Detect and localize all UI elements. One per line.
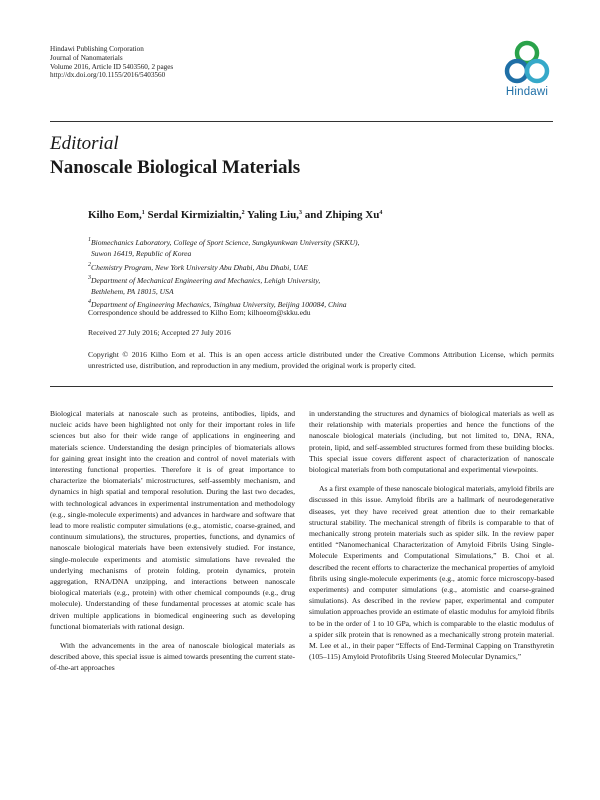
doi-link[interactable]: http://dx.doi.org/10.1155/2016/5403560 — [50, 71, 166, 80]
article-type-label: Editorial — [50, 133, 119, 154]
journal-name: Journal of Nanomaterials — [50, 53, 123, 62]
abstract-divider — [50, 386, 553, 387]
hindawi-logo — [496, 38, 558, 106]
affiliation-continuation: Bethlehem, PA 18015, USA — [91, 287, 174, 297]
author-affiliation-mark: 2 — [241, 210, 245, 216]
author-affiliation-mark: 3 — [298, 210, 302, 216]
body-paragraph: As a first example of these nanoscale biological materials, amyloid fibrils are discussed in this issue. Amyloid fibrils are a hallmark of neurodegenerative diseases, yet they have received great attention due to their remarkable structural stability. The mechanical strength of fibrils is comparable to that of mechanically strong protein materials such as spider silk. In the review paper entitled “Nanomechanical Characterization of Amyloid Fibrils Using Single-Molecule Experiments and Computational Simulations,” B. Choi et al. described the recent efforts to characterize the mechanical properties of amyloid fibrils using single-molecule experiments (e.g., atomic force microscopy-based experiments) and computer simulations (e.g., atomistic and coarse-grained simulations). As described in the review paper, experimental and computer simulation approaches provide an estimate of elastic modulus for amyloid fibrils to be in the order of 1 to 10 GPa, which is comparable to the elastic modulus of a spider silk protein that is renowned as a mechanically strong protein material. M. Lee et al., in their paper “Effects of End-Terminal Capping on Transthyretin (105–115) Amyloid Protofibrils Using Steered Molecular Dynamics,” — [309, 484, 554, 662]
body-paragraph: Biological materials at nanoscale such as proteins, antibodies, lipids, and nucleic acids have been highlighted not only for their important roles in life sciences but also for their wide range of applications in engineering and materials science. Understanding the design principles of biomaterials allows for gaining great insight into the creation and control of novel materials with interesting functional properties. Therefore it is of great importance to characterize the biomaterials’ microstructures, self-assembly mechanism, and dynamics in high spatial and temporal resolution. During the last two decades, with technological advances in experimental instrumentation and methodology (e.g., single-molecule experiments) and advances in hardware and software that lead to more realistic computer simulations (e.g., atomistic, coarse-grained, and continuum simulations), the structures, properties, functions, and dynamics of nanoscale biological materials have been extensively studied. For instance, single-molecule experiments and atomistic simulations have revealed the underlying mechanisms of protein folding, protein dynamics, protein aggregation, RNA/DNA unzipping, and interactions between nanoscale biological materials (e.g., protein) with other chemical compounds (e.g., drug molecule). Understanding of these fundamental processes at atomic scale has driven multiple applications in biomedical engineering such as developing functional biomaterials with rational design. — [50, 409, 295, 631]
correspondence-line: Correspondence should be addressed to Kilho Eom; kilhoeom@skku.edu — [88, 308, 311, 317]
publisher-name: Hindawi Publishing Corporation — [50, 45, 144, 53]
body-paragraph: With the advancements in the area of nanoscale biological materials as described above, this special issue is aimed towards presenting the current state-of-the-art approaches — [50, 641, 295, 673]
author-affiliation-mark: 4 — [379, 210, 383, 216]
affiliation: $^2$Chemistry Program, New York University Abu Dhabi, Abu Dhabi, UAE — [88, 261, 308, 272]
affiliation-list — [88, 235, 359, 311]
article-body — [50, 408, 554, 674]
affiliation-continuation: Suwon 16419, Republic of Korea — [91, 249, 192, 259]
article-title: Nanoscale Biological Materials — [50, 157, 301, 178]
author-list — [88, 209, 382, 221]
left-column — [50, 408, 295, 674]
author-name: and Zhiping Xu — [304, 209, 380, 221]
author-affiliation-mark: 1 — [141, 210, 145, 216]
journal-header — [50, 45, 173, 80]
author-name: Serdal Kirmizialtin, — [147, 209, 242, 221]
received-accepted-dates: Received 27 July 2016; Accepted 27 July 2016 — [88, 328, 231, 337]
hindawi-logo-icon — [503, 38, 551, 88]
volume-info: Volume 2016, Article ID 5403560, 2 pages — [50, 62, 174, 71]
affiliation: $^4$Department of Engineering Mechanics, Tsinghua University, Beijing 100084, China — [88, 299, 347, 310]
author-name: Kilho Eom, — [88, 209, 142, 221]
author-name: Yaling Liu, — [247, 209, 299, 221]
right-column — [309, 408, 554, 674]
logo-text: Hindawi — [505, 86, 549, 98]
copyright-notice: Copyright © 2016 Kilho Eom et al. This is an open access article distributed under the Creative Commons Attribution License, which permits unrestricted use, distribution, and reproduction in any medium, provided the original work is properly cited. — [88, 350, 554, 370]
body-paragraph: in understanding the structures and dynamics of biological materials as well as their relationship with materials properties and hence the functions of the nanoscale biological materials (including, but not limited to, DNA, RNA, protein, lipid, and self-assembled structures formed from these building blocks. This special issue covers different aspect of characterization of nanoscale biological materials from both computational and experimental viewpoints. — [309, 409, 554, 475]
affiliation: $^3$Department of Mechanical Engineering and Mechanics, Lehigh University, — [88, 274, 321, 285]
affiliation: $^1$Biomechanics Laboratory, College of Sport Science, Sungkyunkwan University (SKKU), — [88, 237, 360, 247]
header-divider — [50, 121, 553, 122]
